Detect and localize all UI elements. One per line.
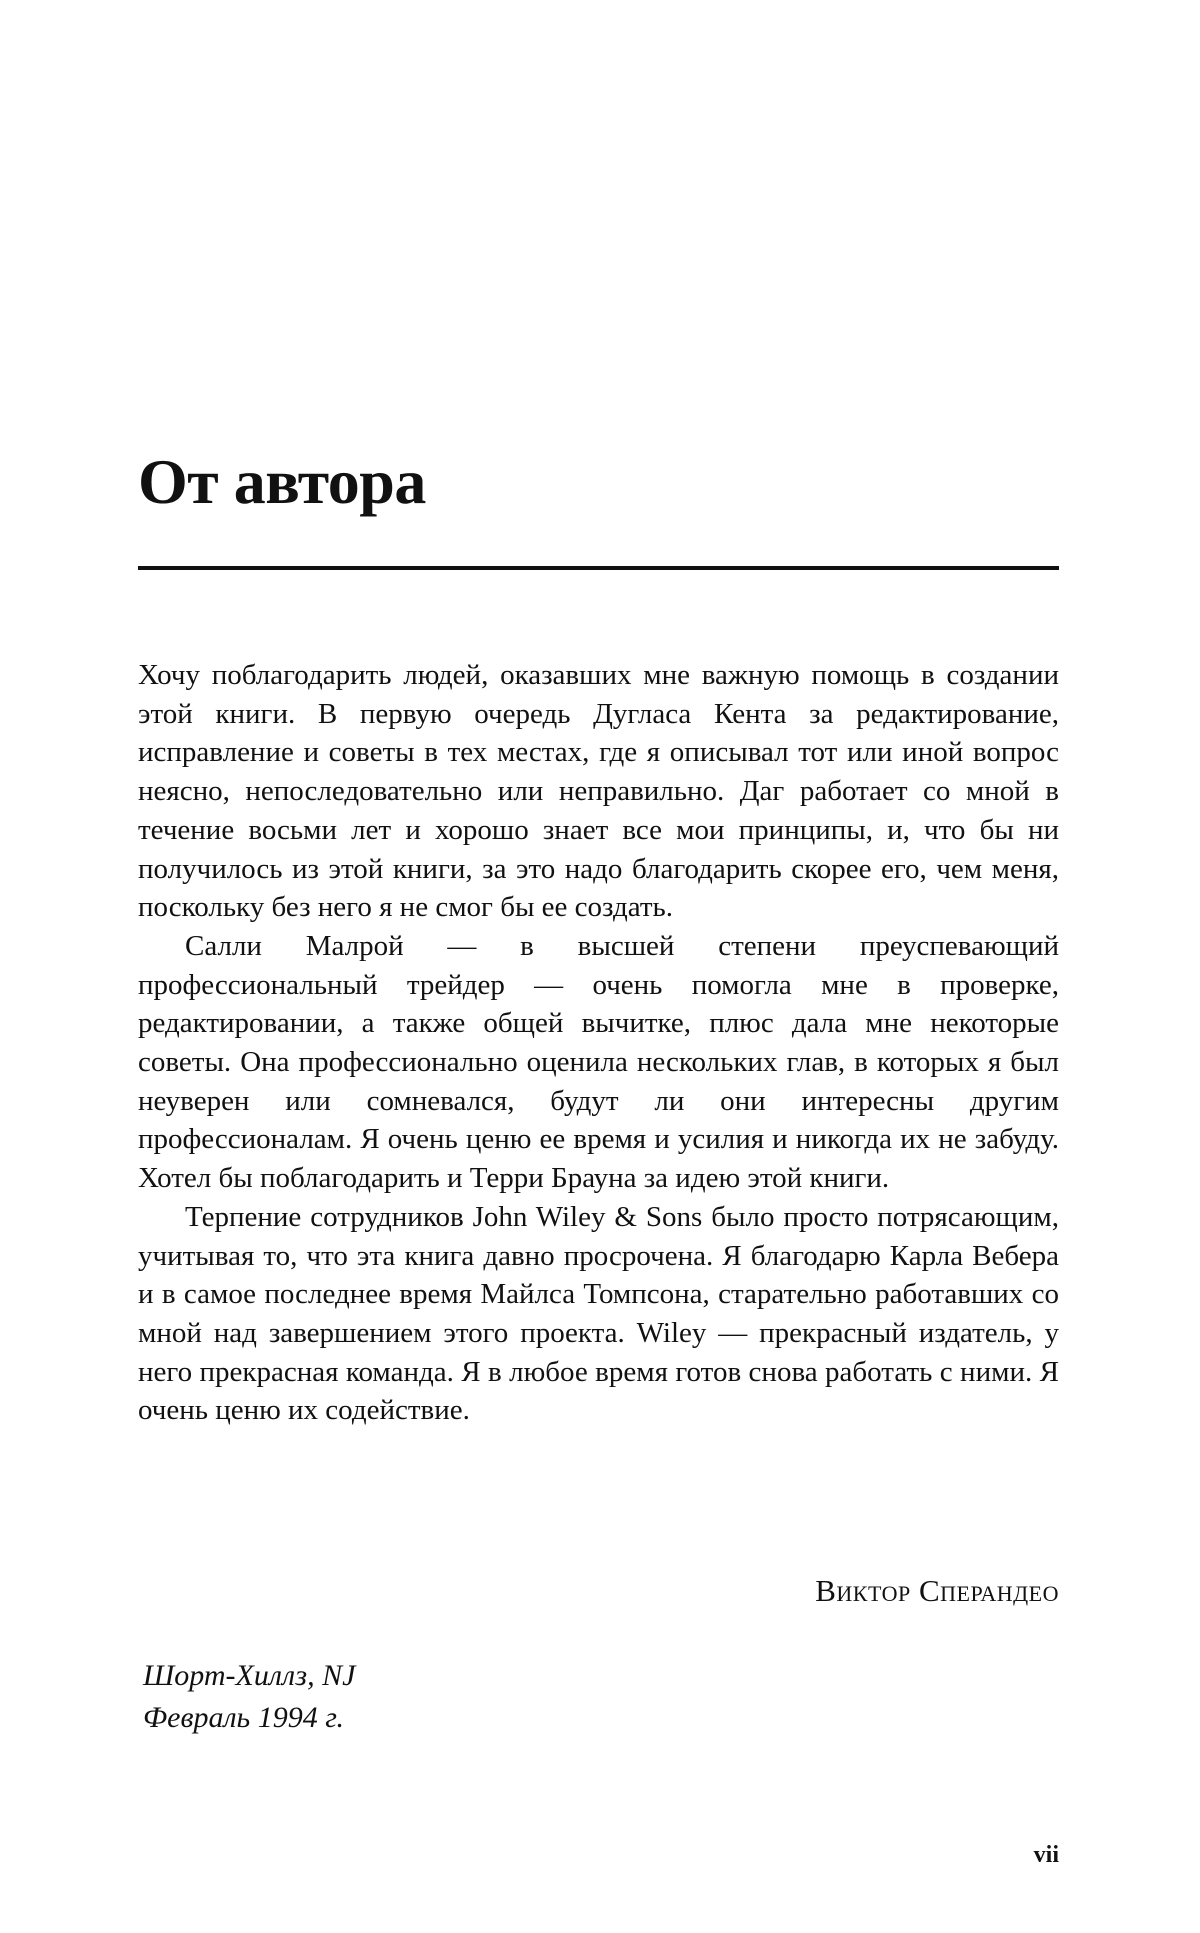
title-underline-rule bbox=[138, 566, 1059, 570]
author-signature: Виктор Сперандео bbox=[815, 1573, 1059, 1608]
chapter-title: От автора bbox=[138, 446, 426, 517]
paragraph-acknowledgement-3: Терпение сотрудников John Wiley & Sons было просто потрясающим, учитывая то, что эта книга давно просрочена. Я благодарю Карла Вебера и в самое последнее время Майлса Томпсона, старательно работавших со мной над завершением этого проекта. Wiley — прекрасный издатель, у него прекрасная команда. Я в любое время готов снова работать с ними. Я очень ценю их содействие. bbox=[138, 1200, 1059, 1427]
paragraph-acknowledgement-2: Салли Малрой — в высшей степени преуспевающий профессиональный трейдер — очень помогла мне в проверке, редактировании, а также общей вычитке, плюс дала мне некоторые советы. Она профессионально оценила нескольких глав, в которых я был неуверен или сомневался, будут ли они интересны другим профессионалам. Я очень ценю ее время и усилия и никогда их не забуду. Хотел бы поблагодарить и Терри Брауна за идею этой книги. bbox=[138, 929, 1059, 1195]
place-line: Шорт-Хиллз, NJ bbox=[143, 1659, 356, 1692]
date-line: Февраль 1994 г. bbox=[143, 1701, 345, 1734]
body-text bbox=[138, 656, 1059, 1430]
place-and-date bbox=[143, 1655, 355, 1739]
paragraph-acknowledgement-1: Хочу поблагодарить людей, оказавших мне важную помощь в создании этой книги. В первую очередь Дугласа Кента за редактирование, исправление и советы в тех местах, где я описывал тот или иной вопрос неясно, непоследовательно или неправильно. Даг работает со мной в течение восьми лет и хорошо знает все мои принципы, и, что бы ни получилось из этой книги, за это надо благодарить скорее его, чем меня, поскольку без него я не смог бы ее создать. bbox=[138, 659, 1059, 924]
page-number: vii bbox=[1033, 1842, 1059, 1868]
